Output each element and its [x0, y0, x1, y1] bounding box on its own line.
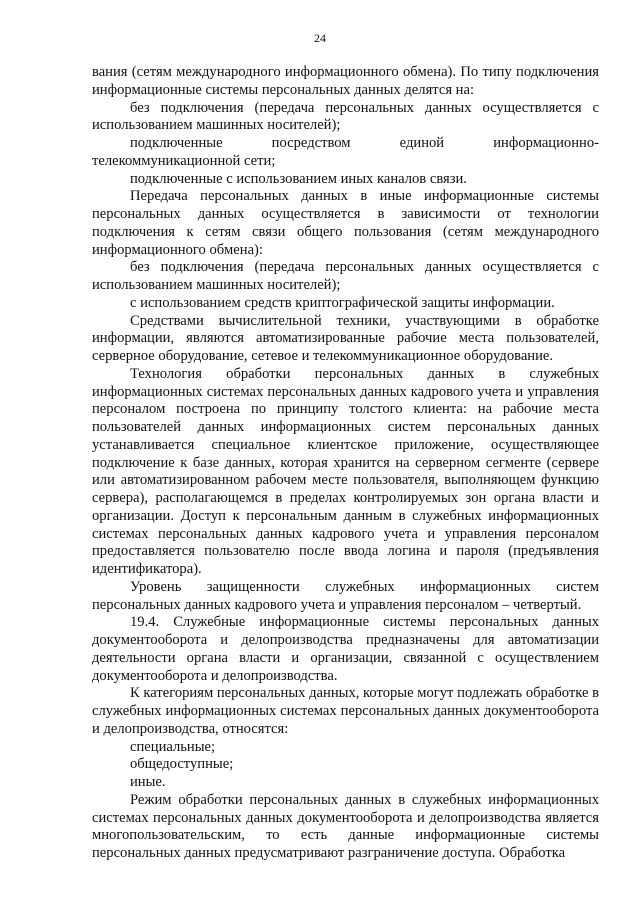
- paragraph: специальные;: [130, 738, 216, 755]
- paragraph: Уровень защищенности служебных информационных систем персональных данных кадрового учета и управления персоналом – четвертый.: [92, 578, 599, 613]
- paragraph: 19.4. Служебные информационные системы персональных данных документооборота и делопроизводства предназначены для автоматизации деятельности органа власти и организации, связанной с осуществлением документооборота и делопроизводства.: [92, 614, 599, 684]
- paragraph: без подключения (передача персональных данных осуществляется с использованием машинных носителей);: [92, 259, 599, 293]
- paragraph: без подключения (передача персональных данных осуществляется с использованием машинных носителей);: [92, 99, 599, 134]
- paragraph: иные.: [130, 774, 166, 790]
- paragraph: Технология обработки персональных данных в служебных информационных системах персональных данных кадрового учета и управления персоналом построена по принципу толстого клиента: на рабочие места пользователей данных информационных систем персональных данных устанавливается специальное клиентское приложение, осуществляющее подключение к базе данных, которая хранится на серверном сегменте (сервере или автоматизированном рабочем месте пользователя, выполняющем функцию сервера), располагающемся в пределах контролируемых зон органа власти и организации. Доступ к персональным данным в служебных информационных системах персональных данных кадрового учета и управления персоналом предоставляется пользователю после ввода логина и пароля (предъявления идентификатора).: [92, 365, 599, 577]
- paragraph: К категориям персональных данных, которые могут подлежать обработке в служебных информационных системах персональных данных документооборота и делопроизводства, относятся:: [92, 685, 599, 737]
- page-number: 24: [314, 31, 326, 45]
- paragraph: подключенные с использованием иных каналов связи.: [130, 170, 467, 187]
- paragraph: Средствами вычислительной техники, участвующими в обработке информации, являются автоматизированные рабочие места пользователей, серверное оборудование, сетевое и телекоммуникационное оборудование.: [92, 312, 599, 364]
- paragraph: общедоступные;: [130, 756, 234, 773]
- paragraph: Передача персональных данных в иные информационные системы персональных данных осуществляется в зависимости от технологии подключения к сетям связи общего пользования (сетям международного информационного обмена):: [92, 188, 599, 258]
- paragraph: с использованием средств криптографической защиты информации.: [130, 294, 555, 311]
- paragraph: вания (сетям международного информационного обмена). По типу подключения информационные системы персональных данных делятся на:: [92, 64, 599, 98]
- document-body: [92, 64, 599, 863]
- paragraph: подключенные посредством единой информационно-телекоммуникационной сети;: [92, 135, 599, 169]
- paragraph: Режим обработки персональных данных в служебных информационных системах персональных данных документооборота и делопроизводства является многопользовательским, то есть данные информационные системы персональных данных предусматривают разграничение доступа. Обработка: [92, 791, 599, 861]
